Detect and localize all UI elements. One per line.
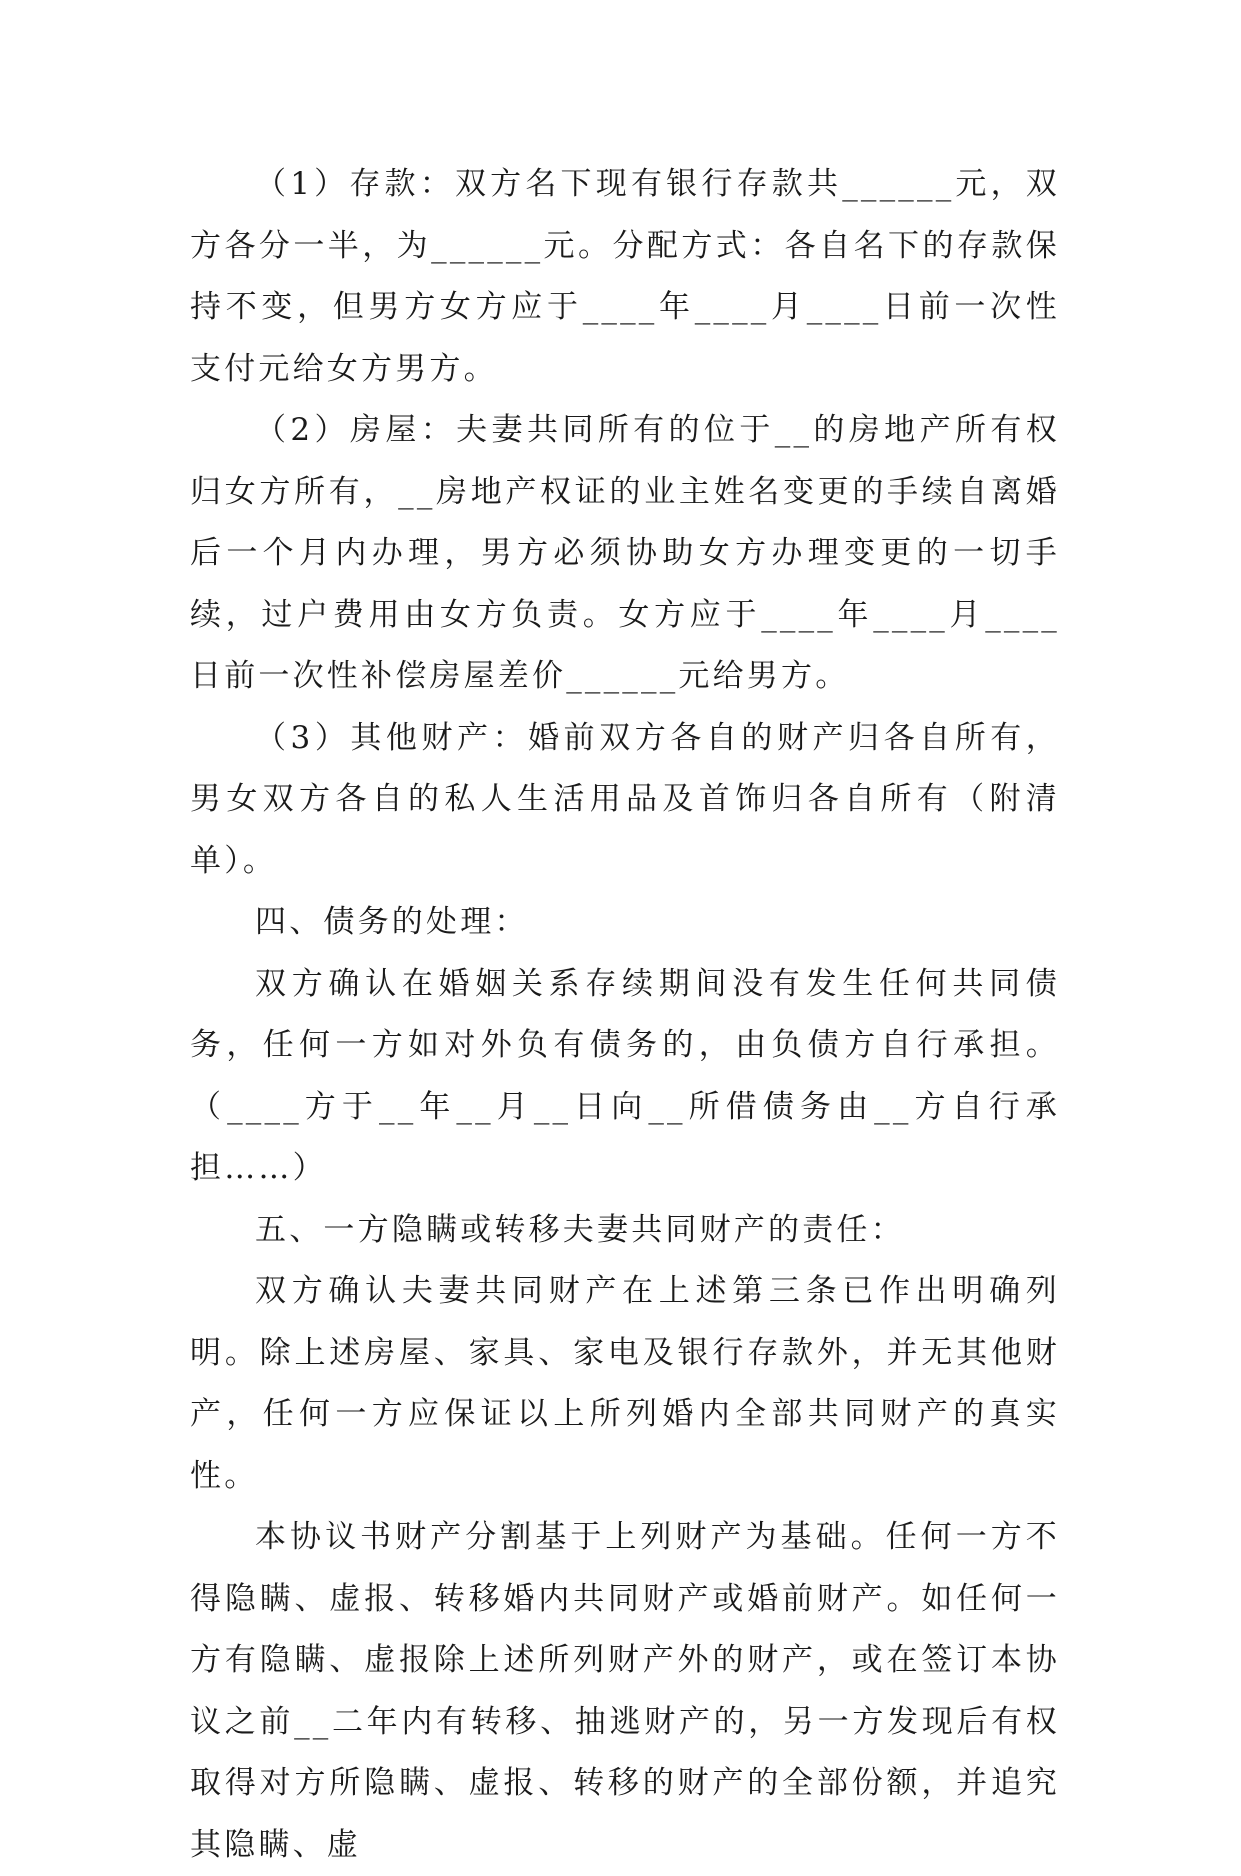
section-heading-concealment: 五、一方隐瞒或转移夫妻共同财产的责任： [255,1211,905,1248]
paragraph-other-property: （3）其他财产：婚前双方各自的财产归各自所有，男女双方各自的私人生活用品及首饰归各自所有（附清单）。 [190,719,1060,879]
paragraph-debts: 双方确认在婚姻关系存续期间没有发生任何共同债务，任何一方如对外负有债务的，由负债方自行承担。（____方于__年__月__日向__所借债务由__方自行承担……） [190,965,1060,1186]
paragraph-property-confirmation: 双方确认夫妻共同财产在上述第三条已作出明确列明。除上述房屋、家具、家电及银行存款外，并无其他财产，任何一方应保证以上所列婚内全部共同财产的真实性。 [190,1273,1060,1494]
paragraph-house: （2）房屋：夫妻共同所有的位于__的房地产所有权归女方所有，__房地产权证的业主姓名变更的手续自离婚后一个月内办理，男方必须协助女方办理变更的一切手续，过户费用由女方负责。女方应于____年____月____日前一次性补偿房屋差价______元给男方。 [190,412,1060,694]
paragraph-deposits: （1）存款：双方名下现有银行存款共______元，双方各分一半，为______元。分配方式：各自名下的存款保持不变，但男方女方应于____年____月____日前一次性支付元给女方男方。 [190,166,1060,387]
section-heading-debts: 四、债务的处理： [255,904,529,940]
paragraph-concealment-liability: 本协议书财产分割基于上列财产为基础。任何一方不得隐瞒、虚报、转移婚内共同财产或婚前财产。如任何一方有隐瞒、虚报除上述所列财产外的财产，或在签订本协议之前__二年内有转移、抽逃财产的，另一方发现后有权取得对方所隐瞒、虚报、转移的财产的全部份额，并追究其隐瞒、虚 [190,1519,1060,1863]
document-body [190,154,1060,1876]
